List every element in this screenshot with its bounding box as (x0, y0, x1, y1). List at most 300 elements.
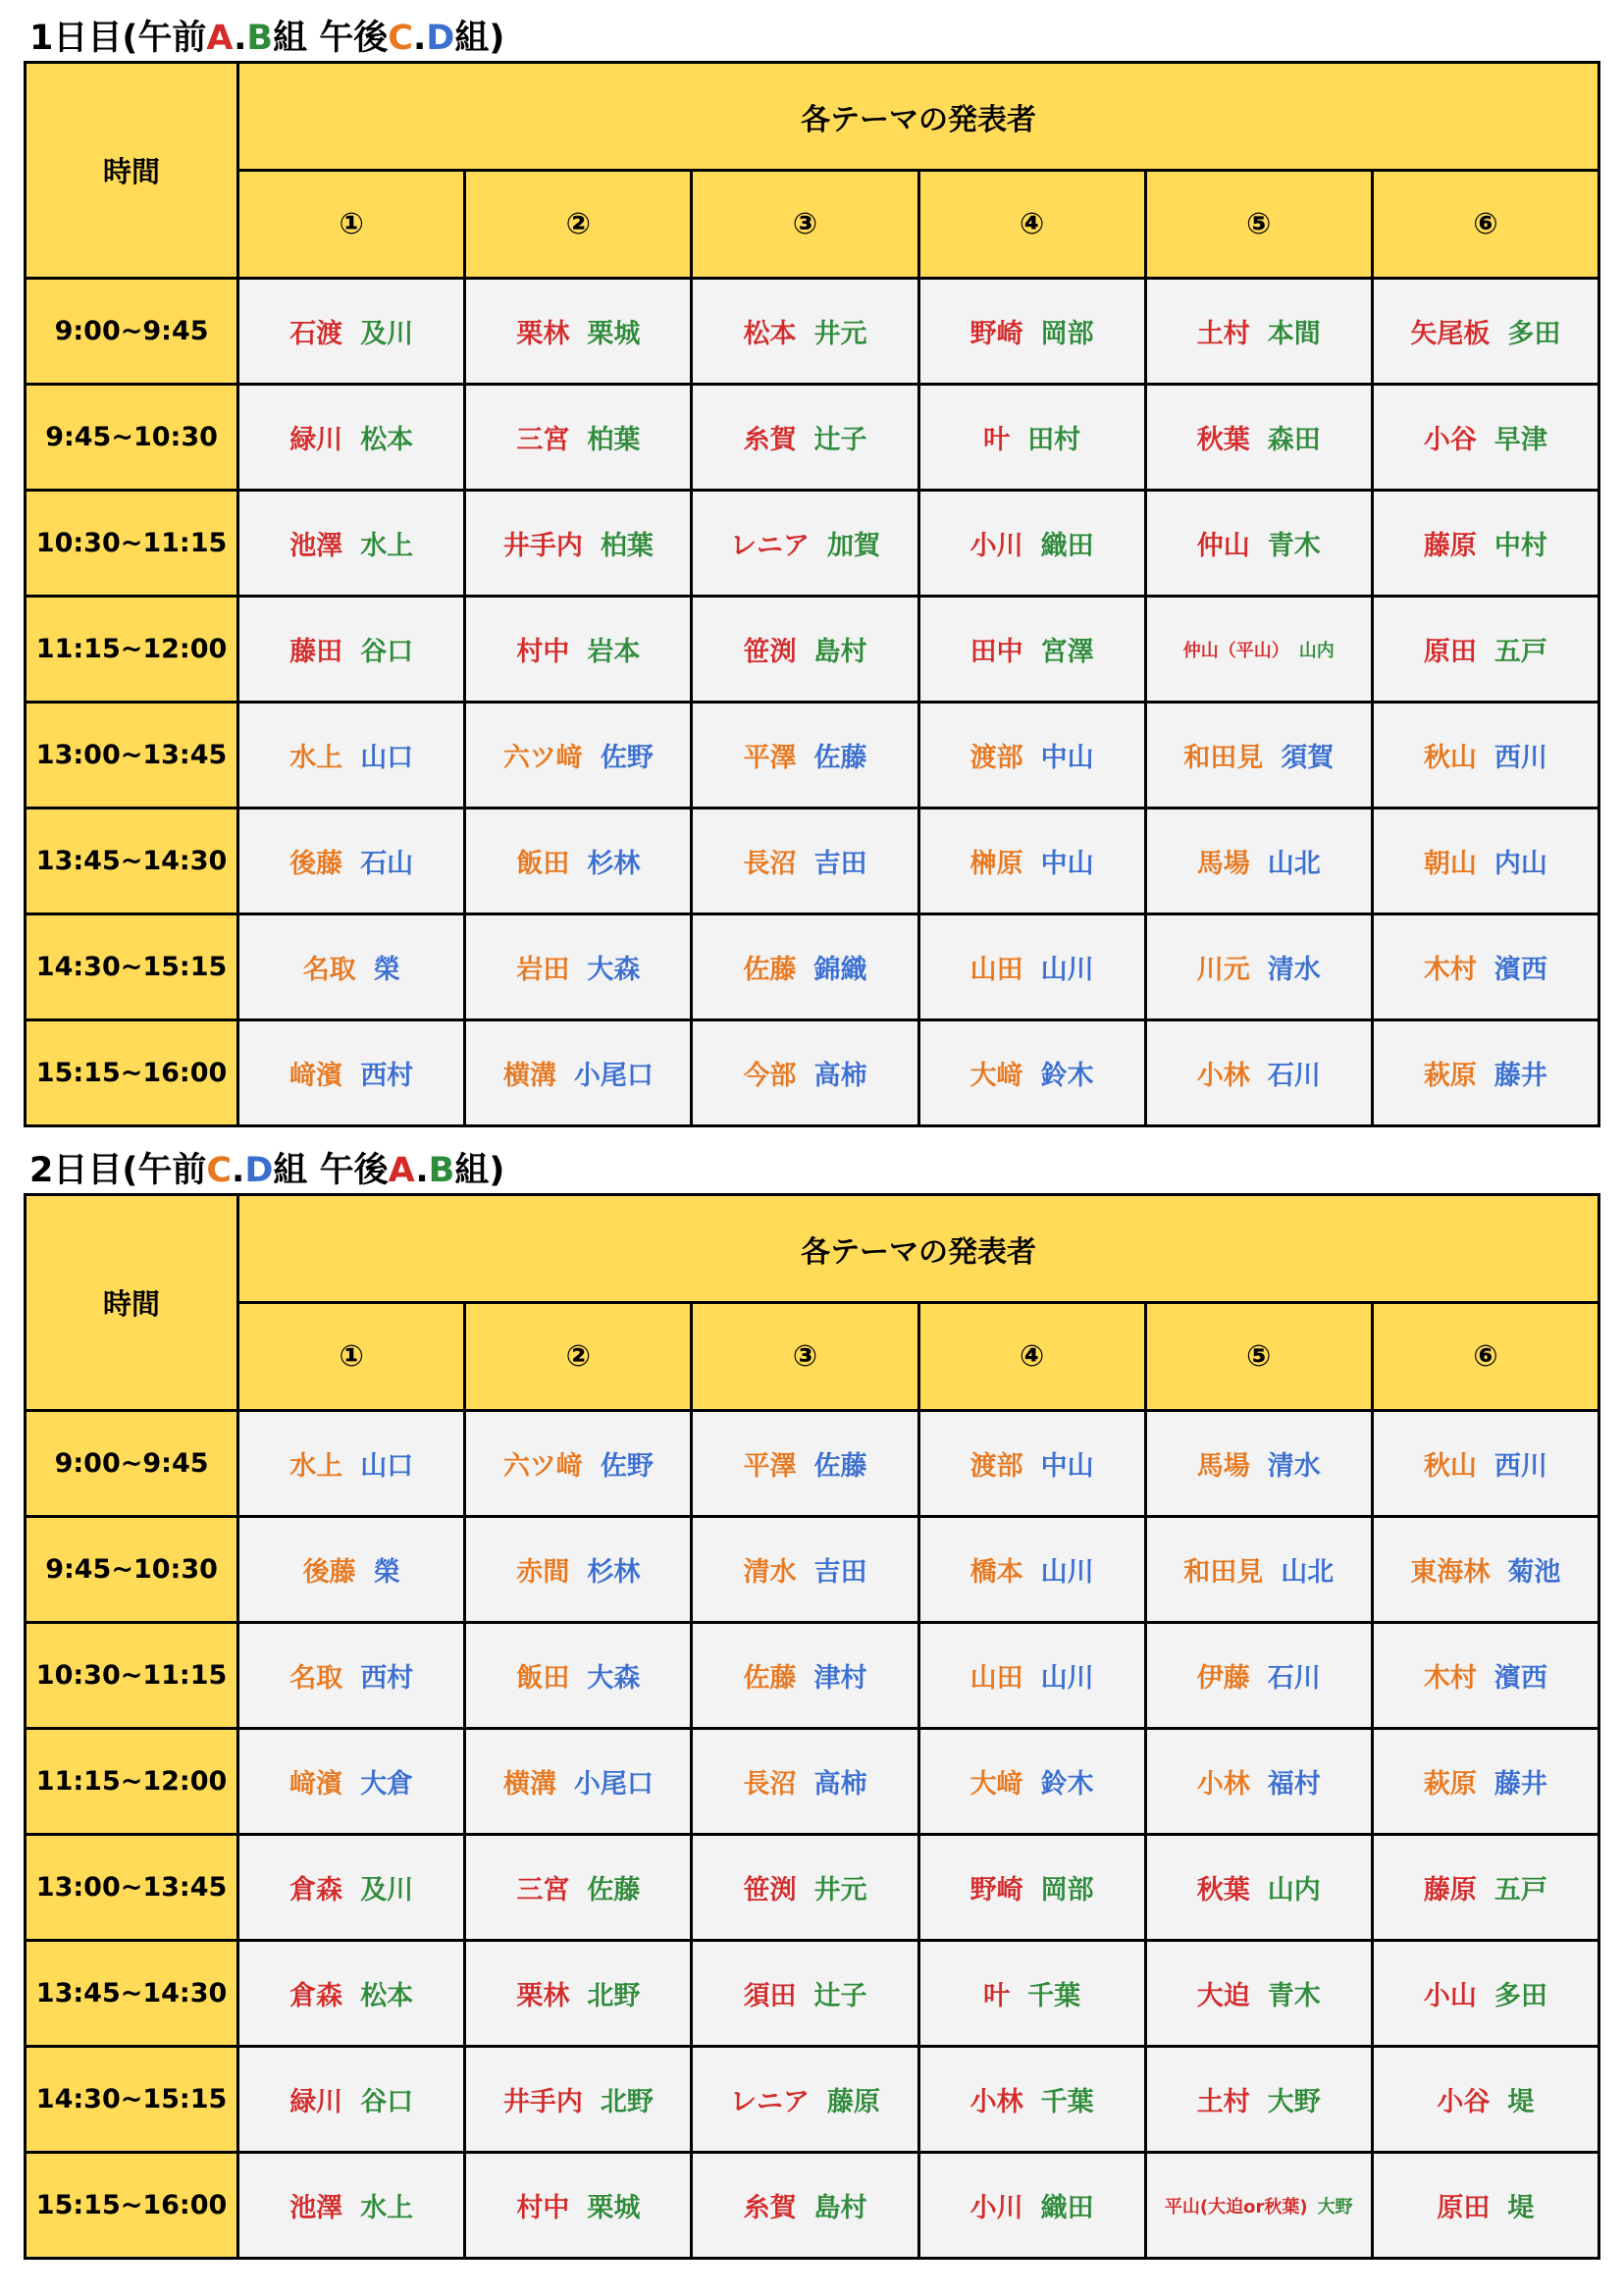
table-row (26, 2153, 1599, 2259)
presenter-name: 佐藤 (743, 955, 797, 985)
presenter-name: 藤田 (289, 637, 343, 667)
presenter-name: 三宮 (516, 1875, 570, 1905)
presenter-name: 中山 (1040, 849, 1094, 879)
presenter-cell (238, 1623, 465, 1729)
presenter-name: 鈴木 (1040, 1769, 1094, 1800)
table-row (26, 703, 1599, 809)
presenter-cell (1372, 597, 1598, 703)
presenter-name: 名取 (289, 1663, 343, 1694)
presenter-name: 清水 (743, 1557, 797, 1588)
day-title-part: D (426, 19, 455, 58)
time-slot: 13:45~14:30 (26, 1941, 238, 2047)
presenter-name: 原田 (1437, 2193, 1491, 2223)
presenter-name: 辻子 (813, 1981, 867, 2011)
presenter-name: 森田 (1267, 425, 1321, 455)
presenter-name: 内山 (1493, 849, 1547, 879)
presenter-name: 清水 (1267, 955, 1321, 985)
time-slot: 13:45~14:30 (26, 809, 238, 914)
presenter-cell (692, 597, 918, 703)
day-title-part: 1日目(午前 (29, 19, 207, 58)
presenter-name: 堤 (1507, 2087, 1535, 2117)
presenter-cell (465, 1020, 692, 1126)
presenter-cell (238, 1835, 465, 1941)
presenter-cell (1372, 491, 1598, 597)
presenter-name: 池澤 (289, 531, 343, 561)
presenter-name: 大森 (587, 1663, 641, 1694)
presenter-name: 佐藤 (813, 1451, 867, 1482)
presenter-name: 倉森 (289, 1981, 343, 2011)
presenter-cell (465, 2047, 692, 2153)
day-title-part: C (388, 19, 413, 58)
theme-number-header: ① (238, 171, 465, 279)
time-slot: 15:15~16:00 (26, 1020, 238, 1126)
presenter-name: 山内 (1267, 1875, 1321, 1905)
presenter-name: 山川 (1040, 1557, 1094, 1588)
theme-number-header: ③ (692, 1303, 918, 1411)
presenter-cell (238, 279, 465, 385)
day-title-part: C (206, 1151, 233, 1190)
presenter-cell (918, 491, 1145, 597)
presenter-name: 六ツ﨑 (502, 743, 583, 773)
table-row (26, 1835, 1599, 1941)
time-slot: 13:00~13:45 (26, 703, 238, 809)
presenter-cell (1145, 809, 1372, 914)
presenter-name: 長沼 (743, 1769, 797, 1800)
presenter-cell (918, 914, 1145, 1020)
table-row (26, 1941, 1599, 2047)
presenter-cell (918, 385, 1145, 491)
presenter-name: 本間 (1267, 319, 1321, 349)
presenter-name: 水上 (360, 531, 414, 561)
presenter-name: 石川 (1267, 1663, 1321, 1694)
presenter-name: 辻子 (813, 425, 867, 455)
presenter-cell (1372, 809, 1598, 914)
presenter-cell (238, 597, 465, 703)
presenter-name: 織田 (1040, 2193, 1094, 2223)
day-title-part: . (412, 19, 427, 58)
presenter-cell (465, 279, 692, 385)
presenter-name: 秋山 (1423, 1451, 1477, 1482)
presenter-cell (1372, 279, 1598, 385)
table-row (26, 1517, 1599, 1623)
presenter-name: 山内 (1298, 640, 1335, 661)
day-title (29, 1146, 504, 1195)
presenter-name: 六ツ﨑 (502, 1451, 583, 1482)
presenter-name: 木村 (1423, 955, 1477, 985)
time-slot: 14:30~15:15 (26, 2047, 238, 2153)
presenter-name: 小谷 (1437, 2087, 1491, 2117)
theme-number-header: ⑥ (1372, 171, 1598, 279)
presenter-name: 水上 (289, 1451, 343, 1482)
presenter-name: 錦織 (813, 955, 867, 985)
presenter-name: 水上 (360, 2193, 414, 2223)
presenter-name: 加賀 (826, 531, 880, 561)
theme-number-header: ① (238, 1303, 465, 1411)
presenter-cell (1145, 1941, 1372, 2047)
presenter-name: 池澤 (289, 2193, 343, 2223)
presenter-cell (692, 1517, 918, 1623)
presenter-name: 和田見 (1183, 1557, 1264, 1588)
presenter-cell (1145, 1729, 1372, 1835)
presenter-name: 叶 (983, 425, 1011, 455)
presenter-cell (1145, 703, 1372, 809)
presenter-cell (1145, 914, 1372, 1020)
presenter-name: 鈴木 (1040, 1061, 1094, 1091)
presenter-cell (1372, 914, 1598, 1020)
presenter-name: 野崎 (969, 1875, 1023, 1905)
presenter-name: 萩原 (1423, 1769, 1477, 1800)
presenter-cell (465, 385, 692, 491)
time-header: 時間 (26, 1195, 238, 1411)
presenter-name: 名取 (302, 955, 356, 985)
presenter-name: 萩原 (1423, 1061, 1477, 1091)
presenter-name: 菊池 (1507, 1557, 1561, 1588)
presenter-name: 早津 (1493, 425, 1547, 455)
time-slot: 11:15~12:00 (26, 597, 238, 703)
presenter-name: 千葉 (1040, 2087, 1094, 2117)
presenter-cell (692, 385, 918, 491)
presenter-cell (918, 1020, 1145, 1126)
presenter-cell (465, 914, 692, 1020)
presenter-name: 吉田 (813, 1557, 867, 1588)
table-row (26, 279, 1599, 385)
presenter-cell (1145, 491, 1372, 597)
presenter-name: 馬場 (1196, 1451, 1250, 1482)
presenter-name: 千葉 (1027, 1981, 1081, 2011)
day-title-part: A (206, 19, 235, 58)
time-header: 時間 (26, 63, 238, 279)
presenter-name: 水上 (289, 743, 343, 773)
presenter-name: 小林 (1196, 1769, 1250, 1800)
presenter-cell (1372, 1411, 1598, 1517)
presenter-cell (238, 1411, 465, 1517)
presenter-name: 橋本 (969, 1557, 1023, 1588)
day-title-part: 組 午後 (273, 19, 389, 58)
presenter-name: 榮 (373, 955, 400, 985)
presenter-name: 仲山 (1196, 531, 1250, 561)
time-slot: 15:15~16:00 (26, 2153, 238, 2259)
presenter-name: 笹渕 (743, 637, 797, 667)
theme-number-header: ⑥ (1372, 1303, 1598, 1411)
presenter-cell (465, 597, 692, 703)
presenter-cell (1145, 597, 1372, 703)
presenter-name: 東海林 (1410, 1557, 1491, 1588)
table-row (26, 1729, 1599, 1835)
presenter-name: 大﨑 (969, 1769, 1023, 1800)
presenter-cell (1372, 1517, 1598, 1623)
presenter-name: 杉林 (587, 849, 641, 879)
presenter-name: 及川 (360, 319, 414, 349)
number-header-row (26, 1303, 1599, 1411)
theme-number-header: ⑤ (1145, 171, 1372, 279)
presenter-name: 濱西 (1493, 1663, 1547, 1694)
presenter-name: 五戸 (1493, 637, 1547, 667)
presenter-cell (918, 597, 1145, 703)
presenter-name: 杉林 (587, 1557, 641, 1588)
presenter-name: 山北 (1281, 1557, 1335, 1588)
header-row (26, 63, 1599, 171)
presenter-name: 大迫 (1196, 1981, 1250, 2011)
presenter-name: 小林 (1196, 1061, 1250, 1091)
table-row (26, 2047, 1599, 2153)
presenter-name: 﨑濱 (289, 1061, 343, 1091)
presenter-name: 宮澤 (1040, 637, 1094, 667)
presenter-cell (465, 809, 692, 914)
presenter-cell (1372, 1729, 1598, 1835)
presenter-cell (918, 703, 1145, 809)
presenter-name: レニア (729, 2087, 810, 2117)
presenter-name: 岩田 (516, 955, 570, 985)
presenter-cell (692, 1729, 918, 1835)
presenter-name: 長沼 (743, 849, 797, 879)
presenter-cell (465, 1623, 692, 1729)
table-row (26, 914, 1599, 1020)
presenter-name: レニア (729, 531, 810, 561)
presenter-name: 山田 (969, 955, 1023, 985)
presenter-name: 小林 (969, 2087, 1023, 2117)
day-title-part: B (428, 1151, 455, 1190)
presenter-name: 横溝 (502, 1769, 556, 1800)
presenter-name: 山口 (360, 1451, 414, 1482)
presenter-name: 松本 (360, 425, 414, 455)
presenter-name: 小尾口 (573, 1061, 654, 1091)
presenter-cell (1372, 2047, 1598, 2153)
theme-header: 各テーマの発表者 (238, 63, 1599, 171)
presenter-cell (1145, 1517, 1372, 1623)
presenter-name: 岡部 (1040, 1875, 1094, 1905)
presenter-name: 岩本 (587, 637, 641, 667)
presenter-name: 小山 (1423, 1981, 1477, 2011)
presenter-name: 土村 (1196, 2087, 1250, 2117)
schedule-table (24, 61, 1600, 1127)
presenter-name: 笹渕 (743, 1875, 797, 1905)
presenter-cell (1145, 1020, 1372, 1126)
presenter-name: 榊原 (969, 849, 1023, 879)
presenter-name: 藤井 (1493, 1061, 1547, 1091)
presenter-name: 赤間 (516, 1557, 570, 1588)
presenter-cell (1145, 385, 1372, 491)
presenter-cell (238, 2047, 465, 2153)
presenter-name: 柏葉 (600, 531, 654, 561)
presenter-name: 多田 (1493, 1981, 1547, 2011)
presenter-name: 矢尾板 (1410, 319, 1491, 349)
presenter-name: 清水 (1267, 1451, 1321, 1482)
presenter-name: 小川 (969, 2193, 1023, 2223)
presenter-name: 糸賀 (743, 2193, 797, 2223)
presenter-name: 佐藤 (813, 743, 867, 773)
presenter-cell (465, 1835, 692, 1941)
presenter-name: 横溝 (502, 1061, 556, 1091)
presenter-name: 小谷 (1423, 425, 1477, 455)
presenter-name: 織田 (1040, 531, 1094, 561)
presenter-name: 井元 (813, 319, 867, 349)
presenter-cell (918, 1835, 1145, 1941)
table-row (26, 809, 1599, 914)
presenter-name: 栗城 (587, 2193, 641, 2223)
presenter-cell (918, 279, 1145, 385)
presenter-name: 馬場 (1196, 849, 1250, 879)
presenter-name: 藤井 (1493, 1769, 1547, 1800)
presenter-name: 村中 (516, 2193, 570, 2223)
day-title-part: . (234, 19, 247, 58)
presenter-cell (1145, 2047, 1372, 2153)
presenter-name: 佐野 (600, 743, 654, 773)
presenter-name: 中山 (1040, 1451, 1094, 1482)
presenter-cell (1145, 279, 1372, 385)
presenter-cell (1145, 1835, 1372, 1941)
presenter-name: 山田 (969, 1663, 1023, 1694)
presenter-name: 青木 (1267, 1981, 1321, 2011)
day-title-part: 組) (454, 19, 505, 58)
presenter-name: 叶 (983, 1981, 1011, 2011)
presenter-cell (692, 1835, 918, 1941)
presenter-name: 井手内 (502, 531, 583, 561)
presenter-name: 朝山 (1423, 849, 1477, 879)
theme-number-header: ④ (918, 171, 1145, 279)
presenter-cell (238, 1517, 465, 1623)
presenter-cell (692, 2153, 918, 2259)
presenter-cell (918, 1729, 1145, 1835)
presenter-cell (1145, 1623, 1372, 1729)
presenter-cell (692, 914, 918, 1020)
presenter-name: 山口 (360, 743, 414, 773)
presenter-cell (1145, 2153, 1372, 2259)
day-title-part: 組 午後 (273, 1151, 389, 1190)
presenter-name: 今部 (743, 1061, 797, 1091)
presenter-cell (238, 703, 465, 809)
presenter-name: 栗林 (516, 319, 570, 349)
presenter-name: 大野 (1267, 2087, 1321, 2117)
table-row (26, 1020, 1599, 1126)
presenter-name: 飯田 (516, 849, 570, 879)
presenter-cell (238, 1020, 465, 1126)
presenter-name: 山北 (1267, 849, 1321, 879)
presenter-cell (918, 1411, 1145, 1517)
presenter-name: 谷口 (360, 637, 414, 667)
presenter-cell (238, 1941, 465, 2047)
presenter-name: 松本 (743, 319, 797, 349)
presenter-name: 藤原 (1423, 1875, 1477, 1905)
time-slot: 10:30~11:15 (26, 491, 238, 597)
presenter-cell (238, 2153, 465, 2259)
presenter-name: 倉森 (289, 1875, 343, 1905)
table-row (26, 1623, 1599, 1729)
presenter-cell (918, 809, 1145, 914)
presenter-name: 飯田 (516, 1663, 570, 1694)
presenter-name: 藤原 (826, 2087, 880, 2117)
number-header-row (26, 171, 1599, 279)
day-title-part: 組) (454, 1151, 505, 1190)
presenter-cell (692, 1941, 918, 2047)
presenter-name: 谷口 (360, 2087, 414, 2117)
presenter-name: 土村 (1196, 319, 1250, 349)
presenter-name: 北野 (587, 1981, 641, 2011)
presenter-name: 井元 (813, 1875, 867, 1905)
presenter-cell (238, 809, 465, 914)
presenter-name: 﨑濱 (289, 1769, 343, 1800)
time-slot: 11:15~12:00 (26, 1729, 238, 1835)
time-slot: 9:45~10:30 (26, 1517, 238, 1623)
presenter-cell (238, 385, 465, 491)
presenter-name: 榮 (373, 1557, 400, 1588)
presenter-cell (238, 491, 465, 597)
time-slot: 10:30~11:15 (26, 1623, 238, 1729)
presenter-name: 中村 (1493, 531, 1547, 561)
presenter-name: 高柿 (813, 1061, 867, 1091)
presenter-cell (1145, 1411, 1372, 1517)
presenter-cell (692, 1411, 918, 1517)
presenter-name: 木村 (1423, 1663, 1477, 1694)
presenter-name: 福村 (1267, 1769, 1321, 1800)
presenter-cell (918, 1941, 1145, 2047)
header-row (26, 1195, 1599, 1303)
theme-number-header: ④ (918, 1303, 1145, 1411)
presenter-cell (238, 914, 465, 1020)
presenter-name: 大倉 (360, 1769, 414, 1800)
presenter-name: 島村 (813, 637, 867, 667)
presenter-cell (1372, 385, 1598, 491)
theme-number-header: ③ (692, 171, 918, 279)
presenter-name: 平山(大迫or秋葉) (1164, 2196, 1308, 2218)
presenter-name: 多田 (1507, 319, 1561, 349)
theme-number-header: ⑤ (1145, 1303, 1372, 1411)
time-slot: 9:00~9:45 (26, 279, 238, 385)
presenter-name: 須田 (743, 1981, 797, 2011)
day-title (29, 14, 504, 63)
time-slot: 9:45~10:30 (26, 385, 238, 491)
day-title-part: 2日目(午前 (29, 1151, 207, 1190)
presenter-name: 後藤 (289, 849, 343, 879)
presenter-name: 緑川 (289, 2087, 343, 2117)
day-title-part: A (388, 1151, 416, 1190)
presenter-name: 西川 (1493, 1451, 1547, 1482)
day-title-part: B (246, 19, 274, 58)
presenter-name: 大﨑 (969, 1061, 1023, 1091)
presenter-cell (465, 1729, 692, 1835)
presenter-cell (238, 1729, 465, 1835)
presenter-name: 山川 (1040, 955, 1094, 985)
presenter-name: 西村 (360, 1663, 414, 1694)
presenter-name: 石山 (360, 849, 414, 879)
presenter-cell (1372, 703, 1598, 809)
presenter-cell (692, 491, 918, 597)
presenter-name: 糸賀 (743, 425, 797, 455)
presenter-name: 石川 (1267, 1061, 1321, 1091)
theme-header: 各テーマの発表者 (238, 1195, 1599, 1303)
table-row (26, 597, 1599, 703)
presenter-name: 岡部 (1040, 319, 1094, 349)
presenter-name: 津村 (813, 1663, 867, 1694)
presenter-name: 三宮 (516, 425, 570, 455)
presenter-name: 後藤 (302, 1557, 356, 1588)
presenter-name: 須賀 (1281, 743, 1335, 773)
presenter-cell (918, 1517, 1145, 1623)
presenter-cell (1372, 1020, 1598, 1126)
presenter-cell (465, 703, 692, 809)
time-slot: 9:00~9:45 (26, 1411, 238, 1517)
time-slot: 14:30~15:15 (26, 914, 238, 1020)
presenter-cell (918, 2047, 1145, 2153)
day-title-part: . (232, 1151, 245, 1190)
presenter-name: 高柿 (813, 1769, 867, 1800)
presenter-name: 緑川 (289, 425, 343, 455)
presenter-name: 伊藤 (1196, 1663, 1250, 1694)
presenter-name: 堤 (1507, 2193, 1535, 2223)
presenter-name: 濱西 (1493, 955, 1547, 985)
presenter-cell (465, 491, 692, 597)
presenter-name: 村中 (516, 637, 570, 667)
presenter-name: 五戸 (1493, 1875, 1547, 1905)
